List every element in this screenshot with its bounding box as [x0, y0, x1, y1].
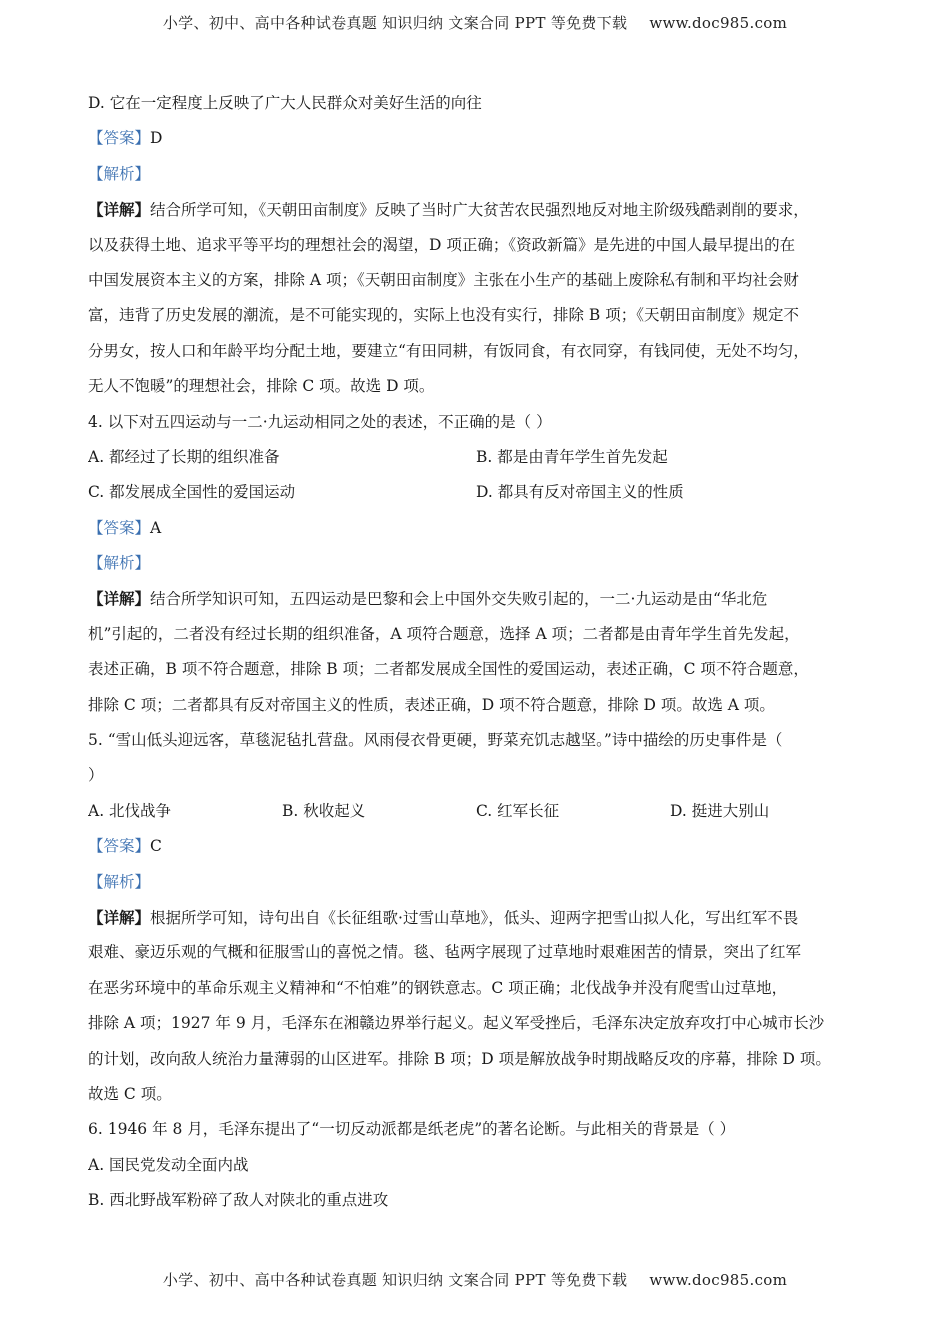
q3-detail-line: 中国发展资本主义的方案，排除 A 项；《天朝田亩制度》主张在小生产的基础上废除私有制和平均社会财: [88, 270, 799, 289]
answer-label: 【答案】: [88, 837, 151, 856]
q4-option-c: C. 都发展成全国性的爱国运动: [88, 483, 296, 502]
analysis-label: 【解析】: [88, 164, 151, 183]
q4-detail-line: 排除 C 项；二者都具有反对帝国主义的性质，表述正确，D 项不符合题意，排除 D 项。故选 A 项。: [88, 695, 775, 714]
analysis-label: 【解析】: [88, 872, 151, 891]
q5-answer: [88, 829, 872, 864]
q5-stem: 5. “雪山低头迎远客，草毯泥毡扎营盘。风雨侵衣骨更硬，野菜充饥志越坚。”诗中描绘的历史事件是（: [88, 731, 783, 750]
q3-detail-line: 富，违背了历史发展的潮流，是不可能实现的，实际上也没有实行，排除 B 项；《天朝田亩制度》规定不: [88, 306, 799, 325]
q4-options-row: [88, 440, 872, 475]
q3-detail-line: [88, 192, 872, 227]
q4-answer: [88, 511, 872, 546]
analysis-label: 【解析】: [88, 554, 151, 573]
q6-stem: 6. 1946 年 8 月，毛泽东提出了“一切反动派都是纸老虎”的著名论断。与此相关的背景是（ ）: [88, 1120, 736, 1139]
detail-text: 结合所学可知，《天朝田亩制度》反映了当时广大贫苦农民强烈地反对地主阶级残酷剥削的要求，: [150, 201, 809, 220]
q5-detail-line: 故选 C 项。: [88, 1084, 172, 1103]
q5-analysis-label: [88, 865, 872, 900]
q5-option-d: D. 挺进大别山: [670, 801, 770, 820]
detail-text: 结合所学知识可知，五四运动是巴黎和会上中国外交失败引起的，一二·九运动是由“华北危: [150, 590, 768, 609]
q5-stem: ）: [88, 766, 104, 785]
q6-option-b: B. 西北野战军粉碎了敌人对陕北的重点进攻: [88, 1191, 389, 1210]
header-text: 小学、初中、高中各种试卷真题 知识归纳 文案合同 PPT 等免费下载: [162, 14, 628, 32]
header-url[interactable]: www.doc985.com: [649, 14, 788, 32]
detail-label: 【详解】: [88, 907, 151, 927]
page-footer: [0, 1269, 950, 1290]
q3-analysis-label: [88, 157, 872, 192]
q5-answer-value: C: [150, 837, 162, 856]
q4-stem: 4. 以下对五四运动与一二·九运动相同之处的表述，不正确的是（ ）: [88, 412, 552, 431]
q5-option-c: C. 红军长征: [476, 801, 560, 820]
q3-answer: [88, 121, 872, 156]
q3-option-d: D. 它在一定程度上反映了广大人民群众对美好生活的向往: [88, 94, 482, 112]
q5-detail-line: 排除 A 项；1927 年 9 月，毛泽东在湘赣边界举行起义。起义军受挫后，毛泽东决定放弃攻打中心城市长沙: [88, 1014, 825, 1033]
q5-detail-line: 的计划，改向敌人统治力量薄弱的山区进军。排除 B 项；D 项是解放战争时期战略反攻的序幕，排除 D 项。: [88, 1049, 831, 1068]
footer-text: 小学、初中、高中各种试卷真题 知识归纳 文案合同 PPT 等免费下载: [162, 1271, 628, 1289]
detail-label: 【详解】: [88, 200, 151, 220]
detail-text: 根据所学可知，诗句出自《长征组歌·过雪山草地》，低头、迎两字把雪山拟人化，写出红军不畏: [150, 908, 799, 927]
q4-option-a: A. 都经过了长期的组织准备: [88, 447, 280, 466]
page-header: [0, 12, 950, 33]
q4-option-b: B. 都是由青年学生首先发起: [476, 447, 668, 466]
q4-detail-line: 机”引起的，二者没有经过长期的组织准备，A 项符合题意，选择 A 项；二者都是由青年学生首先发起，: [88, 624, 800, 643]
q5-detail-line: 在恶劣环境中的革命乐观主义精神和“不怕难”的钢铁意志。C 项正确；北伐战争并没有爬雪山过草地，: [88, 978, 788, 997]
document-body: [88, 86, 872, 1219]
q4-answer-value: A: [150, 518, 162, 537]
q4-options-row: [88, 475, 872, 510]
q5-detail-line: 艰难、豪迈乐观的气概和征服雪山的喜悦之情。毯、毡两字展现了过草地时艰难困苦的情景，突出了红军: [88, 943, 802, 962]
q5-option-a: A. 北伐战争: [88, 801, 172, 820]
q4-analysis-label: [88, 546, 872, 581]
q3-detail-line: 以及获得土地、追求平等平均的理想社会的渴望，D 项正确；《资政新篇》是先进的中国人最早提出的在: [88, 235, 796, 254]
q3-detail-line: 分男女，按人口和年龄平均分配土地，要建立“有田同耕，有饭同食，有衣同穿，有钱同使，无处不均匀，: [88, 341, 809, 360]
q5-detail-line: [88, 900, 872, 935]
footer-url[interactable]: www.doc985.com: [649, 1271, 788, 1289]
q3-detail-line: 无人不饱暖”的理想社会，排除 C 项。故选 D 项。: [88, 377, 435, 396]
answer-label: 【答案】: [88, 518, 151, 537]
q6-option-a: A. 国民党发动全面内战: [88, 1155, 249, 1174]
q3-answer-value: D: [150, 129, 163, 148]
detail-label: 【详解】: [88, 589, 151, 609]
q5-options-row: [88, 794, 872, 829]
q4-detail-line: [88, 581, 872, 616]
q4-detail-line: 表述正确，B 项不符合题意，排除 B 项；二者都发展成全国性的爱国运动，表述正确，C 项不符合题意，: [88, 660, 809, 679]
q4-option-d: D. 都具有反对帝国主义的性质: [476, 483, 684, 502]
q5-option-b: B. 秋收起义: [282, 801, 366, 820]
answer-label: 【答案】: [88, 129, 151, 148]
